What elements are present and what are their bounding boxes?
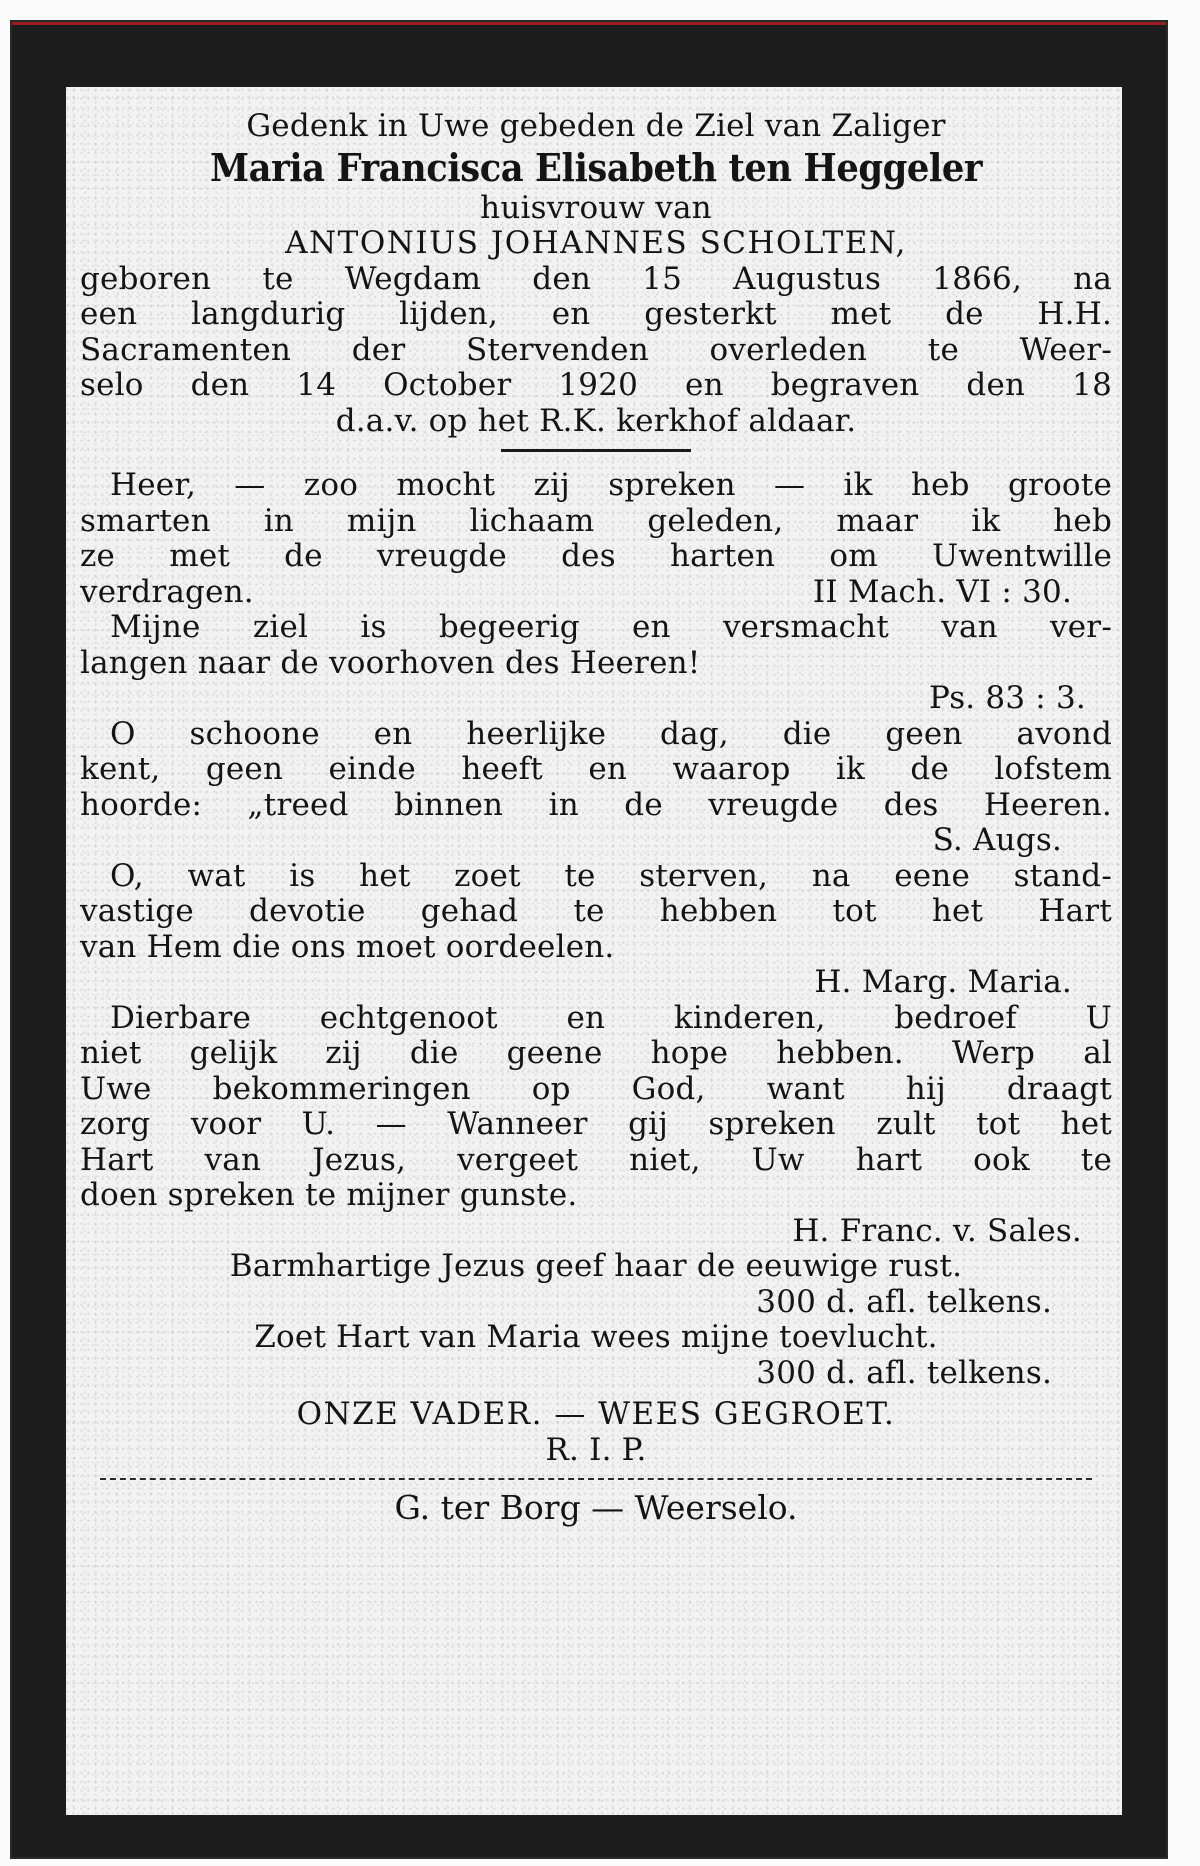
quote-line: Dierbare echtgenoot en kinderen, bedroef U	[110, 999, 1112, 1036]
quote-line: doen spreken te mijner gunste.	[80, 1177, 578, 1213]
closing-prayers: ONZE VADER. — WEES GEGROET.	[296, 1396, 896, 1432]
indulgence-note: 300 d. afl. telkens.	[756, 1283, 1052, 1320]
quote-block	[80, 1001, 1112, 1250]
quote-line: Mijne ziel is begeerig en versmacht van ver-	[110, 609, 1112, 645]
prayer-text: Barmhartige Jezus geef haar de eeuwige rust.	[229, 1248, 963, 1284]
quote-source: II Mach. VI : 30.	[812, 573, 1072, 610]
biography-line: Sacramenten der Stervenden overleden te Weer-	[80, 331, 1112, 368]
quote-line: ze met de vreugde des harten om Uwentwille	[80, 538, 1112, 574]
quote-block	[80, 468, 1112, 610]
quote-block	[80, 859, 1112, 1001]
quote-source: Ps. 83 : 3.	[928, 680, 1086, 716]
quote-line: Heer, — zoo mocht zij spreken — ik heb groote	[110, 467, 1112, 503]
quote-line: vastige devotie gehad te hebben tot het Hart	[80, 893, 1112, 929]
rip-line: R. I. P.	[545, 1431, 647, 1468]
quote-block	[80, 717, 1112, 859]
quote-line: zorg voor U. — Wanneer gij spreken zult tot het	[80, 1106, 1112, 1142]
relation-line: huisvrouw van	[480, 189, 712, 226]
quote-source: S. Augs.	[932, 822, 1062, 858]
quote-source: H. Franc. v. Sales.	[792, 1212, 1082, 1249]
quote-block	[80, 610, 1112, 717]
divider-rule	[501, 449, 691, 452]
biography	[80, 262, 1112, 440]
quote-line: niet gelijk zij die geene hope hebben. Werp al	[80, 1035, 1112, 1071]
quote-line: Uwe bekommeringen op God, want hij draagt	[80, 1070, 1112, 1107]
biography-line: een langdurig lijden, en gesterkt met de H.H.	[80, 296, 1112, 332]
quote-line: verdragen.	[80, 573, 254, 610]
memorial-card	[12, 22, 1166, 1857]
card-paper	[66, 87, 1122, 1815]
prayer-block	[80, 1320, 1112, 1391]
quote-line: O schoone en heerlijke dag, die geen avond	[110, 715, 1112, 752]
quote-last-row	[80, 575, 1112, 611]
biography-line: selo den 14 October 1920 en begraven den 18	[80, 367, 1112, 403]
intro-line: Gedenk in Uwe gebeden de Ziel van Zaliger	[246, 108, 946, 144]
card-text	[80, 109, 1112, 1528]
quote-line: van Hem die ons moet oordeelen.	[80, 928, 615, 965]
indulgence-note: 300 d. afl. telkens.	[756, 1354, 1052, 1391]
quote-line: O, wat is het zoet te sterven, na eene stand-	[110, 857, 1112, 894]
husband-name: ANTONIUS JOHANNES SCHOLTEN,	[285, 225, 907, 261]
quote-line: kent, geen einde heeft en waarop ik de lofstem	[80, 751, 1112, 787]
dashed-divider	[100, 1478, 1092, 1480]
quote-line: langen naar de voorhoven des Heeren!	[80, 644, 701, 681]
deceased-name: Maria Francisca Elisabeth ten Heggeler	[209, 144, 983, 190]
prayer-block	[80, 1249, 1112, 1320]
quote-source: H. Marg. Maria.	[814, 964, 1072, 1000]
quote-line: Hart van Jezus, vergeet niet, Uw hart ook te	[80, 1141, 1112, 1178]
prayer-text: Zoet Hart van Maria wees mijne toevlucht.	[254, 1319, 938, 1355]
printer-credit: G. ter Borg — Weerselo.	[394, 1488, 798, 1527]
biography-line: d.a.v. op het R.K. kerkhof aldaar.	[335, 402, 857, 439]
quote-line: smarten in mijn lichaam geleden, maar ik heb	[80, 502, 1112, 539]
quote-line: hoorde: „treed binnen in de vreugde des Heeren.	[80, 786, 1112, 823]
biography-line: geboren te Wegdam den 15 Augustus 1866, na	[80, 260, 1112, 297]
